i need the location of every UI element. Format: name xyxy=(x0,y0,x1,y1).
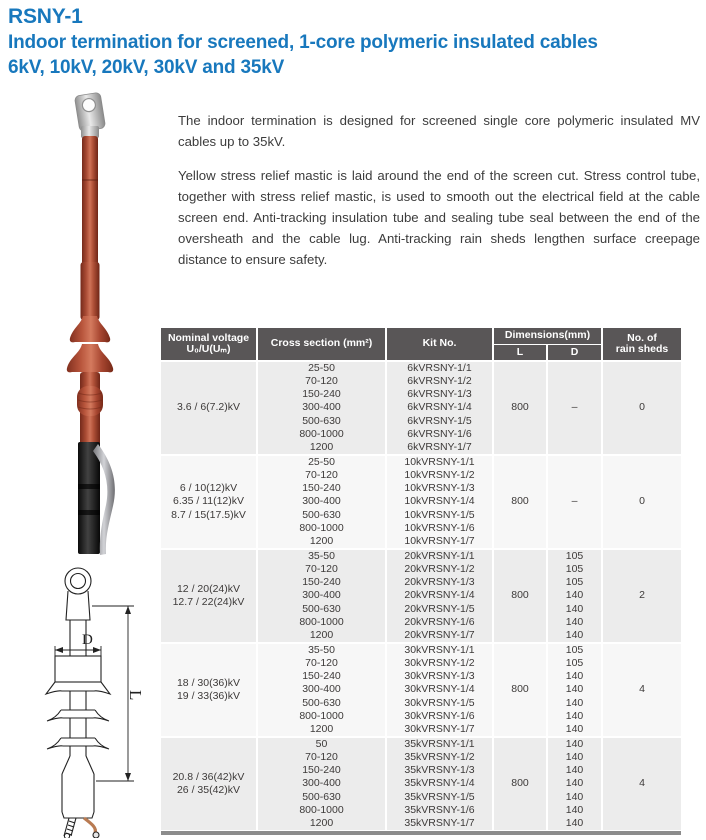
header-dim-d: D xyxy=(548,345,601,360)
diameter-cell xyxy=(548,456,601,548)
kit-no-cell xyxy=(387,738,492,830)
cross-section-value: 150-240 xyxy=(302,576,341,589)
table-body xyxy=(161,362,681,830)
page-title: Indoor termination for screened, 1-core polymeric insulated cables xyxy=(8,32,598,53)
cross-section-value: 70-120 xyxy=(305,657,338,670)
page-subtitle: 6kV, 10kV, 20kV, 30kV and 35kV xyxy=(8,57,285,78)
cross-section-value: 800-1000 xyxy=(299,709,344,722)
kit-no-value: 20kVRSNY-1/4 xyxy=(404,589,475,602)
rain-sheds-value: 0 xyxy=(639,495,645,508)
intro-text xyxy=(178,110,700,283)
cross-section-value: 800-1000 xyxy=(299,803,344,816)
kit-no-value: 30kVRSNY-1/1 xyxy=(404,644,475,657)
cross-section-value: 300-400 xyxy=(302,589,341,602)
diameter-value: 140 xyxy=(565,696,584,709)
diameter-value: 140 xyxy=(565,602,584,615)
kit-no-value: 10kVRSNY-1/5 xyxy=(404,508,475,521)
kit-no-value: 10kVRSNY-1/3 xyxy=(404,482,475,495)
cross-section-value: 1200 xyxy=(309,534,334,547)
length-value: 800 xyxy=(511,495,529,508)
voltage-value: 6.35 / 11(12)kV xyxy=(172,495,244,508)
diameter-cell xyxy=(548,738,601,830)
diameter-value: 140 xyxy=(565,670,584,683)
cross-section-value: 70-120 xyxy=(305,469,338,482)
diameter-value: – xyxy=(571,401,578,414)
cross-section-value: 25-50 xyxy=(308,362,335,375)
kit-no-value: 30kVRSNY-1/5 xyxy=(404,696,475,709)
intro-paragraph-1: The indoor termination is designed for screened single core polymeric insulated MV cables up to 35kV. xyxy=(178,113,700,149)
dimension-arrows xyxy=(55,606,131,781)
kit-no-cell xyxy=(387,644,492,736)
kit-no-value: 10kVRSNY-1/7 xyxy=(404,534,475,547)
kit-no-value: 35kVRSNY-1/3 xyxy=(404,764,475,777)
voltage-cell xyxy=(161,456,256,548)
cross-section-value: 500-630 xyxy=(302,790,341,803)
kit-no-value: 30kVRSNY-1/4 xyxy=(404,683,475,696)
intro-paragraph-2: Yellow stress relief mastic is laid around the end of the screen cut. Stress control tube, together with stress relief mastic, is used to smooth out the electrical field at the cable screen end. Anti-tracking insulation tube and sealing tube seal between the end of the oversheath and the cable lug. Anti-tracking rain sheds lengthen surface creepage distance to ensure safety. xyxy=(178,168,700,267)
length-cell xyxy=(494,550,546,642)
cross-section-value: 1200 xyxy=(309,440,334,453)
voltage-cell xyxy=(161,550,256,642)
rain-shed xyxy=(67,344,113,372)
cross-section-value: 150-240 xyxy=(302,670,341,683)
header-rain-sheds-line2: rain sheds xyxy=(615,343,669,355)
product-photo xyxy=(14,92,166,558)
table-section-3 xyxy=(161,550,681,642)
rain-sheds-cell xyxy=(603,738,681,830)
title-block xyxy=(8,4,702,80)
rain-sheds-cell xyxy=(603,362,681,454)
cross-section-cell xyxy=(258,738,385,830)
cross-section-value: 150-240 xyxy=(302,388,341,401)
cross-section-value: 300-400 xyxy=(302,495,341,508)
cross-section-value: 800-1000 xyxy=(299,615,344,628)
kit-no-value: 6kVRSNY-1/1 xyxy=(407,362,472,375)
header-nominal-voltage-line2: U₀/U(Uₘ) xyxy=(186,343,231,355)
length-cell xyxy=(494,456,546,548)
spec-table xyxy=(161,328,681,835)
cross-section-cell xyxy=(258,644,385,736)
cross-section-value: 500-630 xyxy=(302,414,341,427)
length-value: 800 xyxy=(511,401,529,414)
length-cell xyxy=(494,362,546,454)
dim-l-label: L xyxy=(126,690,145,701)
kit-no-value: 35kVRSNY-1/2 xyxy=(404,751,475,764)
cross-section-value: 35-50 xyxy=(308,550,335,563)
voltage-cell xyxy=(161,738,256,830)
diameter-value: 140 xyxy=(565,683,584,696)
kit-no-value: 20kVRSNY-1/3 xyxy=(404,576,475,589)
rain-sheds-cell xyxy=(603,644,681,736)
header-nominal-voltage-line1: Nominal voltage xyxy=(167,331,250,344)
cross-section-value: 50 xyxy=(315,738,328,751)
cross-section-value: 800-1000 xyxy=(299,427,344,440)
kit-no-value: 35kVRSNY-1/6 xyxy=(404,803,475,816)
voltage-cell xyxy=(161,362,256,454)
diameter-value: 105 xyxy=(565,563,584,576)
voltage-value: 18 / 30(36)kV xyxy=(176,676,241,689)
kit-no-value: 35kVRSNY-1/5 xyxy=(404,790,475,803)
diameter-value: 140 xyxy=(565,816,584,829)
diameter-value: 105 xyxy=(565,550,584,563)
cross-section-value: 25-50 xyxy=(308,456,335,469)
kit-no-value: 35kVRSNY-1/4 xyxy=(404,777,475,790)
kit-no-value: 30kVRSNY-1/7 xyxy=(404,722,475,735)
kit-no-value: 35kVRSNY-1/1 xyxy=(404,738,475,751)
voltage-value: 6 / 10(12)kV xyxy=(179,482,238,495)
kit-no-value: 20kVRSNY-1/5 xyxy=(404,602,475,615)
kit-no-value: 20kVRSNY-1/2 xyxy=(404,563,475,576)
cross-section-value: 1200 xyxy=(309,816,334,829)
diameter-value: 105 xyxy=(565,657,584,670)
rain-sheds-cell xyxy=(603,550,681,642)
product-photo-image xyxy=(14,92,166,558)
kit-no-value: 10kVRSNY-1/4 xyxy=(404,495,475,508)
cross-section-cell xyxy=(258,456,385,548)
diameter-value: 105 xyxy=(565,576,584,589)
header-cross-section: Cross section (mm²) xyxy=(258,328,385,360)
kit-no-cell xyxy=(387,550,492,642)
header-nominal-voltage xyxy=(161,328,256,360)
cable-lug xyxy=(74,92,105,132)
diameter-value: 140 xyxy=(565,628,584,641)
cross-section-value: 500-630 xyxy=(302,602,341,615)
table-bottom-bar xyxy=(161,831,681,835)
length-cell xyxy=(494,738,546,830)
cross-section-value: 70-120 xyxy=(305,563,338,576)
voltage-value: 20.8 / 36(42)kV xyxy=(172,770,245,783)
voltage-value: 19 / 33(36)kV xyxy=(176,690,241,702)
length-value: 800 xyxy=(511,589,529,602)
rain-shed xyxy=(70,316,110,342)
voltage-value: 12 / 20(24)kV xyxy=(176,582,241,595)
header-rain-sheds-line1: No. of xyxy=(627,331,657,344)
diameter-value: 105 xyxy=(565,644,584,657)
header-kit-no: Kit No. xyxy=(387,328,492,360)
dim-d-label: D xyxy=(82,632,93,648)
kit-no-value: 20kVRSNY-1/1 xyxy=(404,550,475,563)
rain-sheds-value: 2 xyxy=(639,589,645,602)
kit-no-value: 10kVRSNY-1/2 xyxy=(404,469,475,482)
kit-no-value: 10kVRSNY-1/6 xyxy=(404,521,475,534)
kit-no-value: 6kVRSNY-1/2 xyxy=(407,375,472,388)
cross-section-cell xyxy=(258,362,385,454)
kit-no-cell xyxy=(387,456,492,548)
kit-no-value: 6kVRSNY-1/5 xyxy=(407,414,472,427)
diameter-cell xyxy=(548,362,601,454)
diameter-value: 140 xyxy=(565,751,584,764)
kit-no-value: 6kVRSNY-1/4 xyxy=(407,401,472,414)
diameter-value: 140 xyxy=(565,764,584,777)
kit-no-value: 30kVRSNY-1/2 xyxy=(404,657,475,670)
cross-section-value: 1200 xyxy=(309,722,334,735)
header-dimensions: Dimensions(mm) xyxy=(494,328,601,344)
table-section-5 xyxy=(161,738,681,830)
table-section-4 xyxy=(161,644,681,736)
voltage-value: 3.6 / 6(7.2)kV xyxy=(176,401,241,414)
length-value: 800 xyxy=(511,777,529,790)
kit-no-value: 6kVRSNY-1/3 xyxy=(407,388,472,401)
cross-section-value: 500-630 xyxy=(302,508,341,521)
voltage-value: 8.7 / 15(17.5)kV xyxy=(171,508,246,521)
diameter-value: 140 xyxy=(565,803,584,816)
table-section-2 xyxy=(161,456,681,548)
kit-no-value: 10kVRSNY-1/1 xyxy=(404,456,475,469)
table-header xyxy=(161,328,681,360)
diameter-value: 140 xyxy=(565,738,584,751)
rain-sheds-value: 4 xyxy=(639,777,645,790)
diameter-value: 140 xyxy=(565,790,584,803)
header-rain-sheds xyxy=(603,328,681,360)
cross-section-value: 800-1000 xyxy=(299,521,344,534)
cross-section-value: 300-400 xyxy=(302,401,341,414)
diameter-value: 140 xyxy=(565,615,584,628)
diameter-value: 140 xyxy=(565,777,584,790)
cross-section-value: 500-630 xyxy=(302,696,341,709)
diameter-value: – xyxy=(571,495,578,508)
rain-sheds-value: 0 xyxy=(639,401,645,414)
cross-section-value: 35-50 xyxy=(308,644,335,657)
cable-oversheath xyxy=(78,442,100,554)
table-section-1 xyxy=(161,362,681,454)
kit-no-cell xyxy=(387,362,492,454)
technical-drawing-image xyxy=(14,560,174,838)
product-code: RSNY-1 xyxy=(8,5,83,28)
cross-section-value: 300-400 xyxy=(302,777,341,790)
cross-section-cell xyxy=(258,550,385,642)
cross-section-value: 150-240 xyxy=(302,482,341,495)
cross-section-value: 70-120 xyxy=(305,375,338,388)
kit-no-value: 35kVRSNY-1/7 xyxy=(404,816,475,829)
cross-section-value: 300-400 xyxy=(302,683,341,696)
voltage-cell xyxy=(161,644,256,736)
rain-sheds-cell xyxy=(603,456,681,548)
kit-no-value: 6kVRSNY-1/7 xyxy=(407,440,472,453)
voltage-value: 26 / 35(42)kV xyxy=(176,784,241,796)
kit-no-value: 20kVRSNY-1/6 xyxy=(404,615,475,628)
length-cell xyxy=(494,644,546,736)
cross-section-value: 1200 xyxy=(309,628,334,641)
diameter-value: 140 xyxy=(565,709,584,722)
kit-no-value: 30kVRSNY-1/6 xyxy=(404,709,475,722)
diameter-value: 140 xyxy=(565,722,584,735)
cross-section-value: 150-240 xyxy=(302,764,341,777)
length-value: 800 xyxy=(511,683,529,696)
diameter-value: 140 xyxy=(565,589,584,602)
diameter-cell xyxy=(548,644,601,736)
diameter-cell xyxy=(548,550,601,642)
kit-no-value: 6kVRSNY-1/6 xyxy=(407,427,472,440)
cross-section-value: 70-120 xyxy=(305,751,338,764)
kit-no-value: 20kVRSNY-1/7 xyxy=(404,628,475,641)
technical-drawing xyxy=(14,560,174,838)
voltage-value: 12.7 / 22(24)kV xyxy=(172,596,245,608)
rain-sheds-value: 4 xyxy=(639,683,645,696)
header-dim-l: L xyxy=(494,345,546,360)
kit-no-value: 30kVRSNY-1/3 xyxy=(404,670,475,683)
